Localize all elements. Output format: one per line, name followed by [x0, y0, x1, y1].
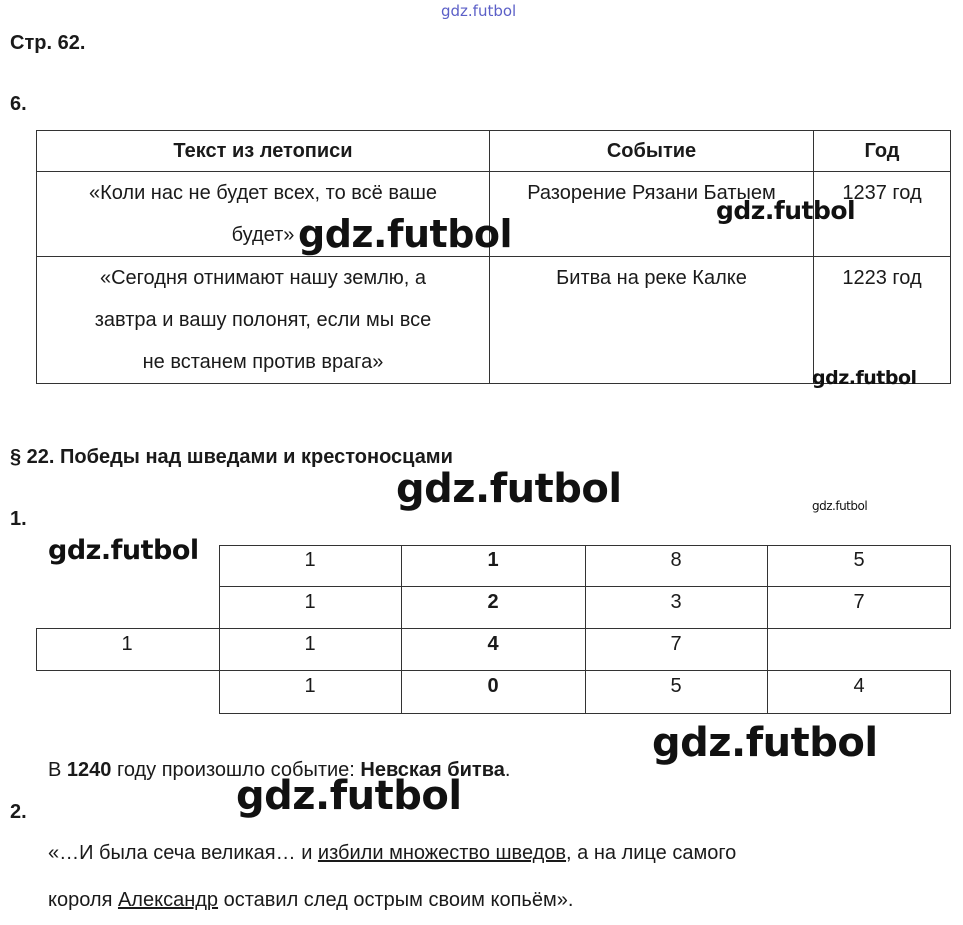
chronicle-quote-cell — [37, 257, 490, 384]
watermark: gdz.futbol — [236, 773, 462, 819]
task-2-quote-line-2 — [48, 889, 573, 912]
grid-cell: 8 — [670, 549, 682, 571]
grid-cell: 3 — [670, 591, 682, 613]
event-cell — [490, 257, 814, 384]
grid-cell: 5 — [670, 675, 682, 697]
watermark: gdz.futbol — [652, 720, 878, 766]
grid-cell: 1 — [121, 633, 133, 655]
year-text: 1237 год — [842, 182, 922, 204]
watermark: gdz.futbol — [716, 196, 856, 225]
grid-cell-key: 2 — [487, 591, 499, 613]
underlined-text: Александр — [117, 889, 219, 911]
quote-line: «Сегодня отнимают нашу землю, а — [99, 267, 427, 289]
grid-cell: 1 — [304, 675, 316, 697]
grid-cell-key: 0 — [487, 675, 499, 697]
grid-cell: 1 — [304, 549, 316, 571]
header-chronicle-text: Текст из летописи — [37, 131, 490, 172]
header-event: Событие — [490, 131, 814, 172]
quote-text: короля — [48, 889, 118, 911]
watermark: gdz.futbol — [48, 535, 199, 566]
grid-line — [950, 586, 951, 629]
quote-line: завтра и вашу полонят, если мы все — [94, 309, 432, 331]
quote-line: не встанем против врага» — [142, 351, 384, 373]
chronicle-table-header — [37, 131, 951, 172]
quote-text: «…И была сеча великая… и — [48, 842, 318, 864]
section-title: § 22. Победы над шведами и крестоносцами — [10, 446, 453, 468]
quote-line: будет» — [231, 224, 295, 246]
quote-text: , а на лице самого — [566, 842, 737, 864]
watermark-top: gdz.futbol — [441, 2, 517, 20]
answer-event: Невская битва — [360, 759, 505, 781]
year-cell — [814, 257, 951, 384]
grid-cell: 5 — [853, 549, 865, 571]
table-row — [37, 257, 951, 384]
grid-cell-key: 4 — [487, 633, 499, 655]
quote-text: оставил след острым своим копьём». — [218, 889, 574, 911]
event-text: Разорение Рязани Батыем — [527, 182, 776, 204]
page-reference: Стр. 62. — [10, 32, 86, 54]
answer-suffix: . — [504, 759, 511, 781]
task-2-quote-line-1 — [48, 842, 736, 865]
quote-line: «Коли нас не будет всех, то всё ваше — [88, 182, 438, 204]
answer-year: 1240 — [66, 759, 112, 781]
watermark: gdz.futbol — [812, 367, 917, 389]
watermark: gdz.futbol — [396, 466, 622, 512]
event-text: Битва на реке Калке — [556, 267, 747, 289]
chronicle-table — [36, 130, 951, 384]
answer-middle: году произошло событие: — [111, 759, 361, 781]
watermark: gdz.futbol — [812, 499, 868, 513]
task-1-number: 1. — [10, 508, 27, 530]
underlined-text: избили множество шведов — [317, 842, 567, 864]
answer-prefix: В — [48, 759, 67, 781]
grid-cell: 7 — [853, 591, 865, 613]
header-year: Год — [814, 131, 951, 172]
task-2-number: 2. — [10, 801, 27, 823]
year-text: 1223 год — [842, 267, 922, 289]
grid-cell: 1 — [304, 591, 316, 613]
grid-cell-key: 1 — [487, 549, 499, 571]
watermark: gdz.futbol — [298, 212, 513, 256]
grid-cell: 7 — [670, 633, 682, 655]
grid-cell: 1 — [304, 633, 316, 655]
task-6-number: 6. — [10, 93, 27, 115]
grid-cell: 4 — [853, 675, 865, 697]
